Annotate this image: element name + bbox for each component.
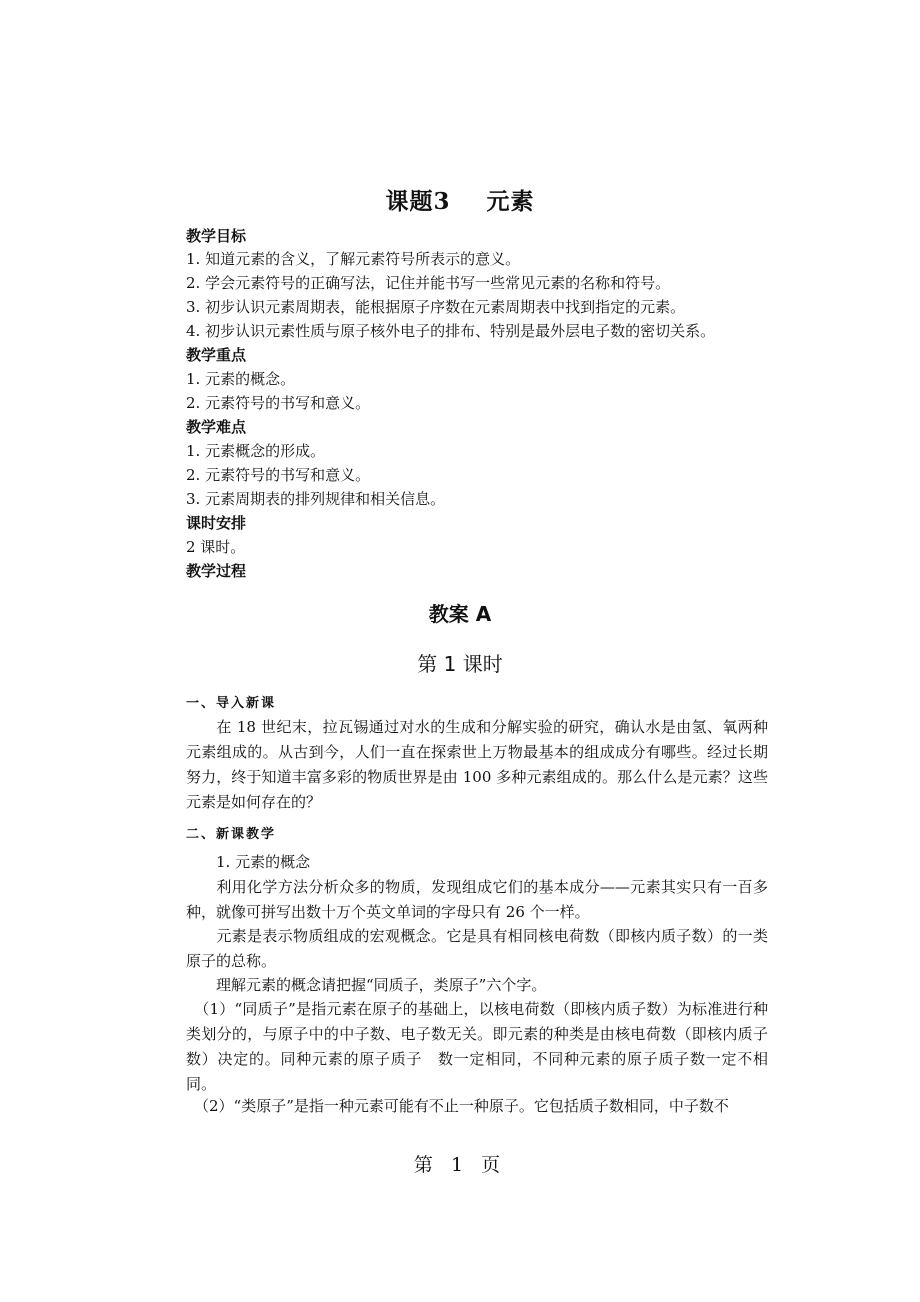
intro-text: 在 18 世纪末，拉瓦锡通过对水的生成和分解实验的研究，确认水是由氢、氧两种元素组成的。从古到今，人们一直在探索世上万物最基本的组成成分有哪些。经过长期努力，终于知道丰富多彩的物质世界是由 100 多种元素组成的。那么什么是元素？这些元素是如何存在的？ [186,718,768,811]
intro-paragraph [186,715,768,815]
difficulty-item: 1. 元素概念的形成。 [186,442,326,460]
difficulty-item: 3. 元素周期表的排列规律和相关信息。 [186,490,446,508]
paragraph-3 [186,973,768,998]
paragraph-5-text: （2）“类原子”是指一种元素可能有不止一种原子。它包括质子数相同，中子数不 [194,1097,729,1115]
paragraph-2 [186,924,768,974]
objective-item: 4. 初步认识元素性质与原子核外电子的排布、特别是最外层电子数的密切关系。 [186,322,716,340]
concept-heading-line [186,850,768,875]
difficulty-item: 2. 元素符号的书写和意义。 [186,466,371,484]
paragraph-5 [186,1094,768,1119]
new-lesson-heading: 二、新课教学 [186,827,277,842]
difficulties-heading: 教学难点 [186,418,247,436]
concept-heading: 1. 元素的概念 [216,853,311,871]
objective-item: 1. 知道元素的含义，了解元素符号所表示的意义。 [186,250,521,268]
lesson-title: 第 1 课时 [417,652,503,676]
schedule-heading: 课时安排 [186,514,247,532]
paragraph-4 [186,997,768,1097]
paragraph-4-text: （1）“同质子”是指元素在原子的基础上，以核电荷数（即核内质子数）为标准进行种类划分的，与原子中的中子数、电子数无关。即元素的种类是由核电荷数（即核内质子数）决定的。同种元素的原子质子 数一定相同，不同种元素的原子质子数一定不相同。 [186,1000,768,1093]
page-number: 第 1 页 [413,1154,507,1176]
key-point-item: 2. 元素符号的书写和意义。 [186,394,371,412]
process-heading: 教学过程 [186,562,247,580]
objective-item: 2. 学会元素符号的正确写法，记住并能书写一些常见元素的名称和符号。 [186,274,671,292]
paragraph-2-text: 元素是表示物质组成的宏观概念。它是具有相同核电荷数（即核内质子数）的一类原子的总称。 [186,927,768,970]
key-points-heading: 教学重点 [186,346,247,364]
paragraph-1-text: 利用化学方法分析众多的物质，发现组成它们的基本成分——元素其实只有一百多种，就像可拼写出数十万个英文单词的字母只有 26 个一样。 [186,878,768,921]
case-title: 教案 A [428,602,492,626]
page-title: 课题3 元素 [385,188,535,215]
intro-heading: 一、导入新课 [186,696,277,711]
schedule-value: 2 课时。 [186,538,246,556]
objective-item: 3. 初步认识元素周期表，能根据原子序数在元素周期表中找到指定的元素。 [186,298,686,316]
paragraph-3-text: 理解元素的概念请把握“同质子，类原子”六个字。 [216,976,547,994]
key-point-item: 1. 元素的概念。 [186,370,296,388]
paragraph-1 [186,875,768,925]
objectives-heading: 教学目标 [186,227,247,245]
